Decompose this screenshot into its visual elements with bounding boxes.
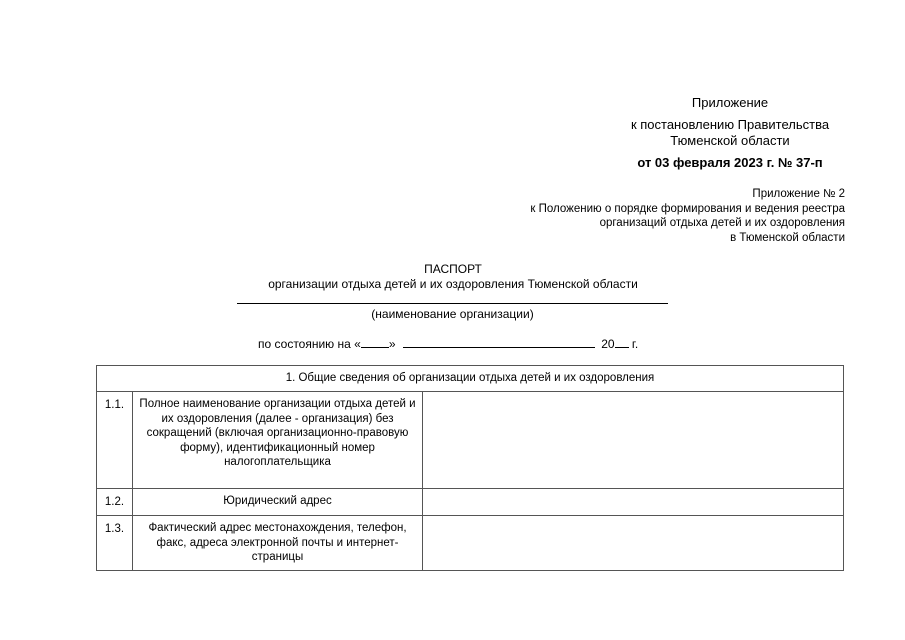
year-blank	[615, 336, 629, 348]
table-row	[97, 489, 844, 516]
passport-table	[96, 365, 844, 571]
row-number: 1.2.	[97, 489, 133, 516]
row-number: 1.3.	[97, 516, 133, 571]
month-blank	[403, 336, 595, 348]
section-header-row	[97, 366, 844, 392]
row-label: Юридический адрес	[133, 489, 423, 516]
table-row	[97, 392, 844, 489]
passport-title: ПАСПОРТ	[424, 262, 482, 276]
annex-reference	[440, 187, 845, 245]
row-value	[423, 392, 844, 489]
day-blank	[361, 336, 389, 348]
row-label: Фактический адрес местонахождения, телефон, факс, адреса электронной почты и интернет-страницы	[133, 516, 423, 571]
annex-line-2: к Положению о порядке формирования и ведения реестра	[530, 202, 845, 215]
passport-subtitle: организации отдыха детей и их оздоровления Тюменской области	[268, 277, 638, 291]
appendix-title: Приложение	[691, 95, 769, 110]
as-of-prefix: по состоянию на «	[258, 337, 361, 351]
as-of-mid: »	[388, 337, 396, 351]
row-number: 1.1.	[97, 392, 133, 489]
annex-line-3: организаций отдыха детей и их оздоровления	[599, 217, 845, 229]
annex-line-1: Приложение № 2	[752, 188, 845, 200]
row-value	[423, 489, 844, 516]
organization-name-caption: (наименование организации)	[371, 307, 534, 321]
as-of-suffix: г.	[631, 337, 639, 351]
resolution-date: от 03 февраля 2023 г. № 37-п	[637, 155, 823, 170]
resolution-line-1: к постановлению Правительства	[630, 117, 830, 132]
section-title: 1. Общие сведения об организации отдыха детей и их оздоровления	[97, 366, 844, 392]
as-of-year: 20	[601, 337, 615, 351]
as-of-date-line	[258, 336, 638, 351]
resolution-line-2: Тюменской области	[670, 133, 790, 148]
table-row	[97, 516, 844, 571]
annex-line-4: в Тюменской области	[730, 231, 845, 244]
row-value	[423, 516, 844, 571]
row-label: Полное наименование организации отдыха детей и их оздоровления (далее - организация) без сокращений (включая организационно-правовую форму), идентификационный номер налогоплательщика	[133, 392, 423, 489]
resolution-reference	[610, 117, 850, 149]
organization-name-line	[237, 303, 668, 304]
